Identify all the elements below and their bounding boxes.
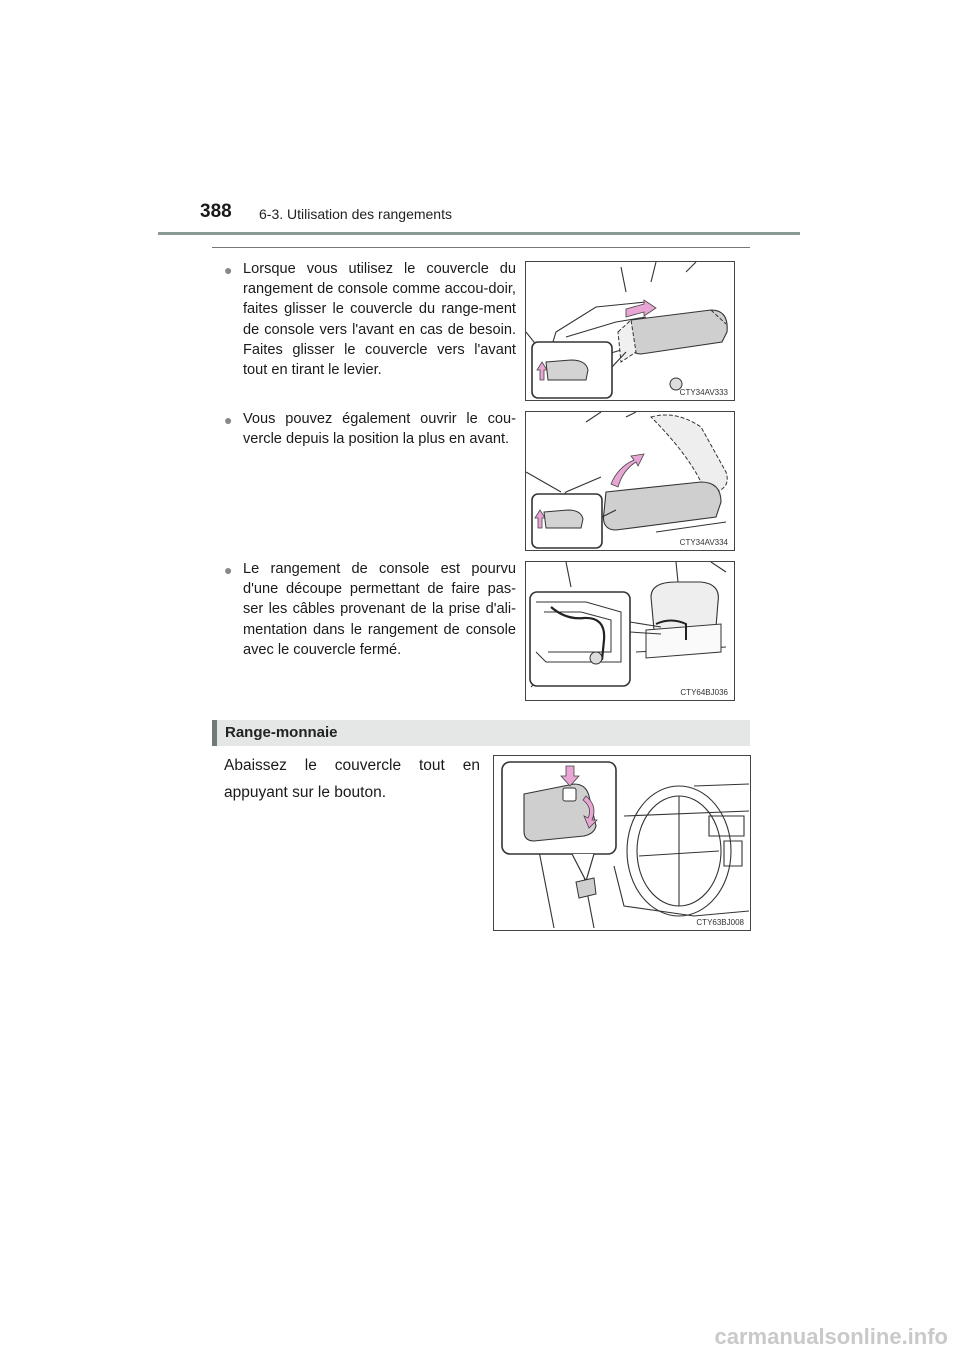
bullet-dot: ● — [224, 412, 233, 428]
page-number: 388 — [200, 201, 232, 222]
bullet-text: Lorsque vous utilisez le couvercle du rangement de console comme accou-doir, faites glisser le couvercle du range-ment de console vers l'avant en cas de besoin. Faites glisser le couvercle vers l'avant tout en tirant le levier. — [243, 261, 516, 379]
bullet-text: Le rangement de console est pourvu d'une découpe permettant de faire pas-ser les câbles provenant de la prise d'ali-mentation dans le rangement de console avec le couvercle fermé. — [243, 561, 516, 658]
bullet-item — [224, 259, 516, 380]
subsection-bar — [212, 720, 217, 746]
figure-coin-box — [493, 755, 751, 931]
subsection-title: Range-monnaie — [225, 724, 338, 741]
section-title: 6-3. Utilisation des rangements — [259, 206, 452, 222]
figure-code: CTY34AV333 — [679, 388, 728, 397]
figure-code: CTY34AV334 — [679, 538, 728, 547]
watermark: carmanualsonline.info — [714, 1324, 948, 1349]
bullet-item — [224, 559, 516, 660]
figure-armrest-slide — [525, 261, 735, 401]
figure-cable-cutout — [525, 561, 735, 701]
figure-code: CTY64BJ036 — [680, 688, 728, 697]
body-text: Abaissez le couvercle tout en appuyant sur le bouton. — [224, 757, 480, 801]
content-rule — [212, 247, 750, 248]
figure-lid-open — [525, 411, 735, 551]
bullet-dot: ● — [224, 262, 233, 278]
bullet-item — [224, 409, 516, 449]
figure-code: CTY63BJ008 — [696, 918, 744, 927]
bullet-text: Vous pouvez également ouvrir le cou-vercle depuis la position la plus en avant. — [243, 411, 516, 448]
header-rule — [158, 232, 800, 235]
subsection-header — [212, 720, 750, 746]
bullet-dot: ● — [224, 562, 233, 578]
